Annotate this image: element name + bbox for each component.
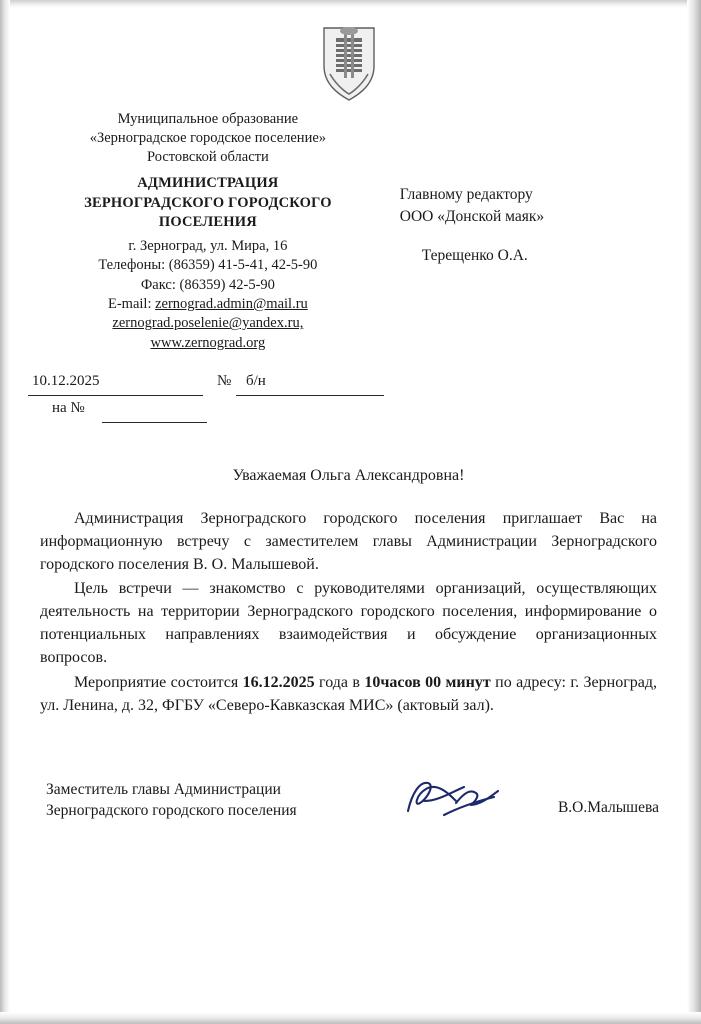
- sender-block: [24, 110, 382, 353]
- reference-line: [24, 373, 673, 425]
- reply-to-label: на №: [52, 400, 85, 417]
- letterhead: [24, 110, 673, 353]
- sender-phones: Телефоны: (86359) 41-5-41, 42-5-90: [98, 257, 318, 274]
- event-time: 10часов 00 минут: [364, 673, 491, 691]
- number-rule: [236, 395, 384, 396]
- sender-line-1: Муниципальное образование: [117, 111, 299, 127]
- emblem-container: [24, 22, 673, 104]
- sender-admin-line-1: АДМИНИСТРАЦИЯ: [137, 175, 279, 192]
- sender-contacts: [34, 237, 382, 354]
- paper-edge-bottom: [0, 1012, 701, 1024]
- sender-admin-line-2: ЗЕРНОГРАДСКОГО ГОРОДСКОГО: [84, 194, 332, 211]
- coat-of-arms-icon: [316, 22, 382, 104]
- handwritten-signature-icon: [394, 771, 524, 827]
- signatory-post: [46, 779, 297, 822]
- email-address-1[interactable]: zernograd.admin@mail.ru: [155, 296, 308, 313]
- sender-line-2: «Зерноградское городское поселение»: [89, 130, 327, 147]
- addressee-org: ООО «Донской маяк»: [399, 208, 545, 226]
- body-paragraph-1: Администрация Зерноградского городского поселения приглашает Вас на информационную встречу с заместителем главы Администрации Зерноградского городского поселения В. О. Малышевой.: [40, 510, 657, 574]
- sender-address: г. Зерноград, ул. Мира, 16: [128, 237, 288, 254]
- addressee-name: Терещенко О.А.: [421, 246, 528, 264]
- signatory-post-line-1: Заместитель главы Администрации: [46, 780, 281, 798]
- document-date: 10.12.2025: [32, 373, 100, 390]
- body-p3-part1: Мероприятие состоится: [74, 673, 243, 691]
- signatory-name: В.О.Малышева: [557, 798, 659, 816]
- email-label: E-mail:: [107, 296, 152, 313]
- sender-fax: Факс: (86359) 42-5-90: [140, 276, 275, 293]
- number-value: б/н: [246, 373, 266, 390]
- number-label: №: [217, 373, 232, 390]
- addressee-block: [382, 110, 673, 267]
- letter-body: [24, 507, 673, 716]
- sender-email-row: [34, 295, 382, 314]
- sender-line-3: Ростовской области: [147, 149, 269, 166]
- signature-block: [24, 779, 673, 869]
- event-date: 16.12.2025: [242, 673, 315, 691]
- body-paragraph-2: Цель встречи — знакомство с руководителями организаций, осуществляющих деятельность на территории Зерноградского городского поселения, информирование о потенциальных направлениях взаимодействия и обсуждение организационных вопросов.: [40, 580, 657, 667]
- body-paragraph-3: [40, 671, 657, 717]
- email-address-2[interactable]: zernograd.poselenie@yandex.ru,: [112, 315, 304, 332]
- sender-admin-line-3: ПОСЕЛЕНИЯ: [158, 213, 257, 230]
- addressee-post: Главному редактору: [399, 186, 533, 203]
- body-p3-part2: года в: [314, 673, 365, 691]
- reply-to-rule: [102, 422, 207, 423]
- date-rule: [28, 395, 203, 396]
- body-p3-part3: по адресу: г. Зерноград, ул. Ленина, д. 32, ФГБУ «Северо-Кавказская МИС» (актовый зал).: [40, 673, 658, 714]
- website-link[interactable]: www.zernograd.org: [150, 334, 266, 351]
- salutation: Уважаемая Ольга Александровна!: [232, 467, 465, 485]
- signatory-post-line-2: Зерноградского городского поселения: [46, 802, 297, 820]
